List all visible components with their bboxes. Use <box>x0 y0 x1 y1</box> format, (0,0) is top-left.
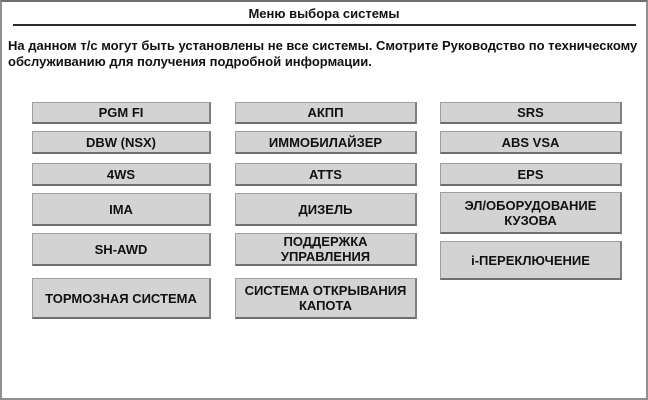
page-title: Меню выбора системы <box>248 6 400 21</box>
system-button-4ws[interactable]: 4WS <box>32 163 211 186</box>
system-button-hood-opening-system[interactable]: СИСТЕМА ОТКРЫВАНИЯ КАПОТА <box>235 278 417 319</box>
system-button-steering-support[interactable]: ПОДДЕРЖКА УПРАВЛЕНИЯ <box>235 233 417 266</box>
system-button-srs[interactable]: SRS <box>440 102 622 124</box>
system-button-diesel[interactable]: ДИЗЕЛЬ <box>235 193 417 226</box>
system-button-ima[interactable]: IMA <box>32 193 211 226</box>
system-button-brake-system[interactable]: ТОРМОЗНАЯ СИСТЕМА <box>32 278 211 319</box>
system-button-pgm-fi[interactable]: PGM FI <box>32 102 211 124</box>
system-button-akpp[interactable]: АКПП <box>235 102 417 124</box>
system-button-sh-awd[interactable]: SH-AWD <box>32 233 211 266</box>
system-button-immobilizer[interactable]: ИММОБИЛАЙЗЕР <box>235 131 417 154</box>
system-button-i-shift[interactable]: i-ПЕРЕКЛЮЧЕНИЕ <box>440 241 622 280</box>
system-button-abs-vsa[interactable]: ABS VSA <box>440 131 622 154</box>
advisory-text: На данном т/с могут быть установлены не все системы. Смотрите Руководство по техническому обслуживанию для получения подробной информации. <box>8 38 638 69</box>
system-button-eps[interactable]: EPS <box>440 163 622 186</box>
system-button-atts[interactable]: ATTS <box>235 163 417 186</box>
system-button-dbw-nsx[interactable]: DBW (NSX) <box>32 131 211 154</box>
title-separator <box>13 24 636 26</box>
system-button-body-electrical[interactable]: ЭЛ/ОБОРУДОВАНИЕ КУЗОВА <box>440 192 622 234</box>
